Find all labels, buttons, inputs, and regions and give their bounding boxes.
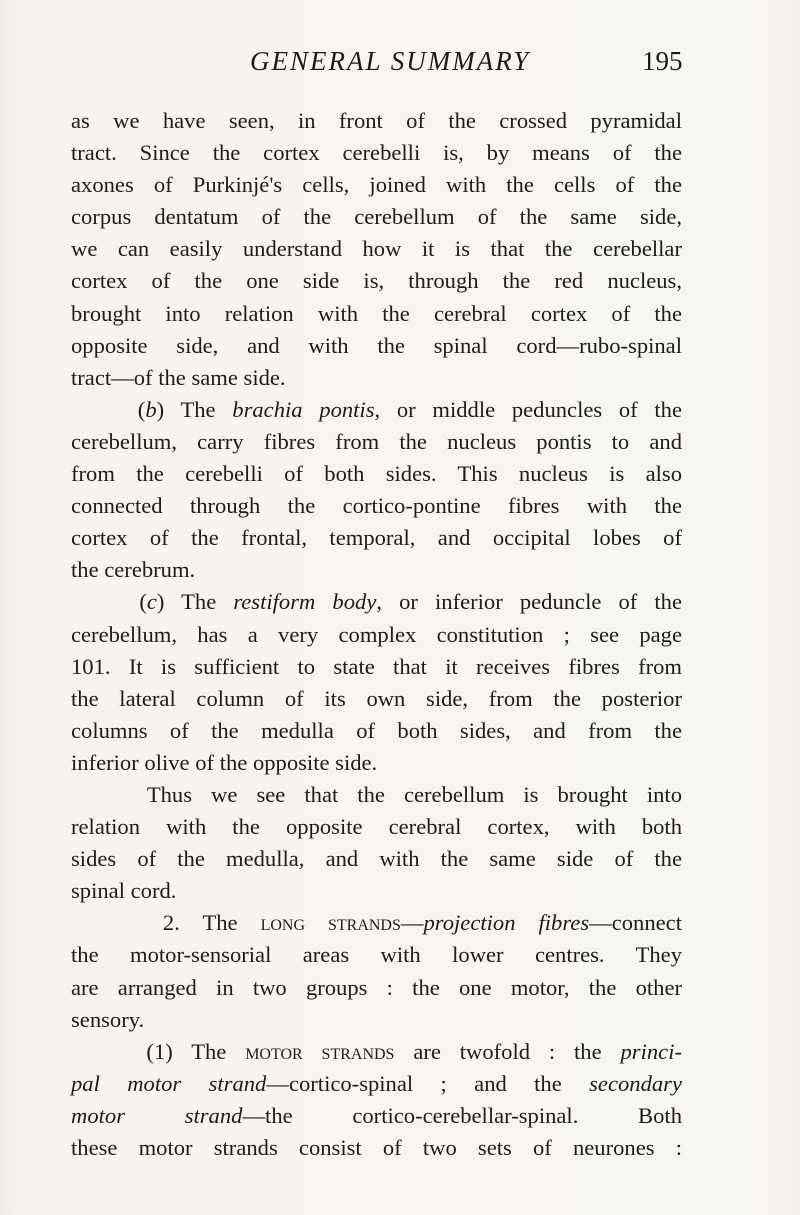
- text-line: from the cerebelli of both sides. This nucleus is also: [71, 461, 682, 487]
- text-line: opposite side, and with the spinal cord—rubo-spinal: [71, 332, 682, 358]
- italic-segment: b: [145, 396, 157, 422]
- text-line: the motor-sensorial areas with lower centres. They: [71, 942, 682, 968]
- text-line: Thus we see that the cerebellum is brought into: [71, 781, 682, 807]
- text-line: we can easily understand how it is that the cerebellar: [71, 236, 682, 262]
- page-number: 195: [642, 46, 683, 76]
- text-line: [71, 1036, 682, 1068]
- text-segment: —: [400, 910, 424, 936]
- text-line: these motor strands consist of two sets of neurones :: [71, 1135, 682, 1160]
- text-line: [71, 1100, 682, 1132]
- text-line: 101. It is sufficient to state that it receives fibres from: [71, 653, 682, 679]
- italic-segment: secondary: [589, 1070, 682, 1096]
- text-line: as we have seen, in front of the crossed pyramidal: [71, 108, 682, 133]
- text-line: [71, 586, 682, 618]
- text-line: [71, 394, 682, 426]
- text-line: cortex of the frontal, temporal, and occipital lobes of: [71, 525, 682, 551]
- running-head: [0, 46, 800, 86]
- text-segment: ) The: [156, 589, 234, 615]
- text-line: sensory.: [71, 1006, 145, 1032]
- text-segment: , or inferior peduncle of the: [376, 589, 682, 615]
- small-caps-segment: long strands: [260, 910, 401, 936]
- text-line: brought into relation with the cerebral cortex of the: [71, 300, 682, 326]
- text-line: tract—of the same side.: [71, 364, 286, 390]
- text-line: are arranged in two groups : the one motor, the other: [71, 974, 682, 1000]
- text-line: cerebellum, has a very complex constitution ; see page: [71, 621, 682, 647]
- italic-segment: princi-: [620, 1038, 682, 1064]
- text-segment: , or middle peduncles of the: [374, 396, 683, 422]
- running-title: GENERAL SUMMARY: [250, 46, 531, 76]
- italic-segment: restiform body: [233, 589, 377, 615]
- text-line: [71, 1068, 682, 1100]
- text-line: the cerebrum.: [71, 557, 196, 583]
- italic-segment: c: [146, 589, 157, 615]
- text-line: [71, 907, 682, 939]
- italic-segment: motor strand: [71, 1102, 243, 1128]
- text-line: cortex of the one side is, through the red nucleus,: [71, 268, 682, 294]
- text-line: relation with the opposite cerebral cortex, with both: [71, 814, 682, 840]
- text-line: spinal cord.: [71, 878, 177, 904]
- text-line: sides of the medulla, and with the same side of the: [71, 846, 682, 872]
- text-segment: —the cortico-cerebellar-spinal. Both: [242, 1102, 682, 1128]
- text-line: tract. Since the cortex cerebelli is, by means of the: [71, 140, 682, 166]
- text-segment: (: [71, 396, 146, 422]
- italic-segment: projection fibres: [423, 910, 590, 936]
- text-line: corpus dentatum of the cerebellum of the same side,: [71, 204, 682, 230]
- text-line: cerebellum, carry fibres from the nucleus pontis to and: [71, 428, 682, 454]
- italic-segment: brachia pontis: [232, 396, 375, 422]
- text-segment: ) The: [156, 396, 233, 422]
- small-caps-segment: motor strands: [245, 1038, 395, 1064]
- text-segment: are twofold : the: [394, 1038, 621, 1064]
- text-segment: (1) The: [71, 1038, 246, 1064]
- text-segment: (: [71, 589, 147, 615]
- text-segment: 2. The: [71, 910, 261, 936]
- italic-segment: pal motor strand: [71, 1070, 267, 1096]
- text-line: connected through the cortico-pontine fibres with the: [71, 493, 682, 519]
- text-line: inferior olive of the opposite side.: [71, 749, 378, 775]
- text-line: axones of Purkinjé's cells, joined with the cells of the: [71, 172, 682, 198]
- body-text: [71, 105, 682, 1164]
- text-segment: —connect: [589, 910, 682, 936]
- text-line: columns of the medulla of both sides, and from the: [71, 717, 682, 743]
- text-line: the lateral column of its own side, from the posterior: [71, 685, 682, 711]
- text-segment: —cortico-spinal ; and the: [266, 1070, 590, 1096]
